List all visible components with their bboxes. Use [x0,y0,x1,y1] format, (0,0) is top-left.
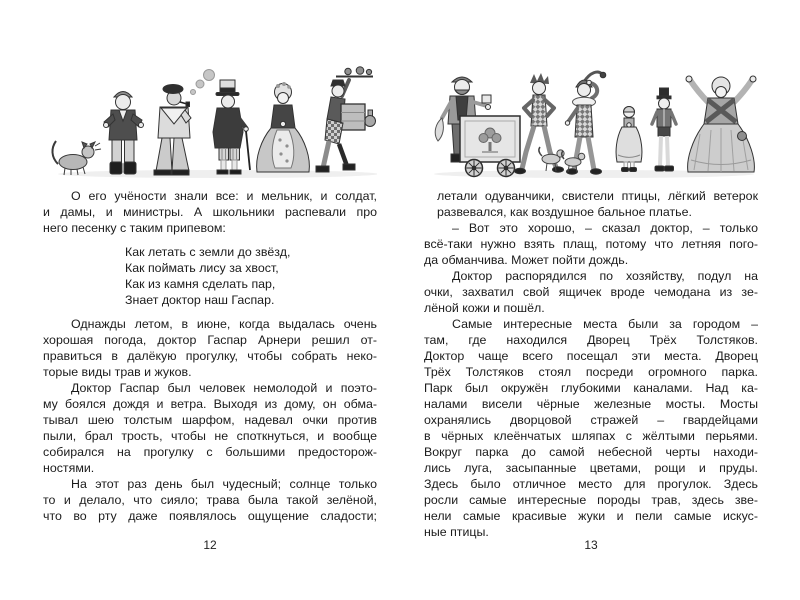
text-column-right [424,188,758,540]
sailor-figure [154,70,215,176]
street-characters-drawing [424,40,758,180]
illustration-page-13 [424,40,758,180]
text-line: На этот раз день был чудесный; солнце только [71,477,377,491]
text-line: Доктор Гаспар был человек немолодой и поэто- [71,381,377,395]
text-column-left [43,188,377,524]
text-line: О его учёности знали все: и мельник, и солдат, [71,189,377,203]
cat-figure [52,141,101,175]
ice-cream-cart [460,116,520,177]
text-line: Как из камня сделать пар, [125,277,276,291]
text-line: нели самые красивые жуки и пели самые искус- [424,509,758,523]
text-line: тывал шею толстым шарфом, надевал очки против [43,413,377,427]
page-number: 13 [584,538,598,552]
text-line: хорошая погода, доктор Гаспар Арнери решил от- [43,333,377,347]
text-line: му боялся дождя и ветра. Выходя из дому, он обма- [43,397,377,411]
paragraph [43,188,377,236]
text-line: Здесь было отличное место для прогулок. Здесь [424,477,758,491]
miller-figure [104,92,144,175]
text-line: летали одуванчики, свистели птицы, лёгкий ветерок [437,189,758,203]
text-line: ностями. [43,461,95,475]
text-line: правиться в далёкую прогулку, чтобы собрать неко- [43,349,377,363]
text-line: Как летать с земли до звёзд, [125,245,291,259]
text-line: лёной кожи и пошёл. [424,301,545,315]
text-line: всё-таки нужно взять плащ, потому что летняя пого- [424,237,758,251]
cart-wheel [498,160,515,177]
paragraph [43,316,377,380]
text-line: то и делало, что сияло; трава была такой зелёной, [43,493,377,507]
cart-wheel [466,160,483,177]
paragraph [424,220,758,268]
text-line: торые виды трав и жуков. [43,365,192,379]
text-line: налами висели чёрные железные мосты. Мосты [424,397,758,411]
text-line: пыли, брал трость, чтобы не споткнуться, и вообще [43,429,377,443]
gentleman-figure [213,80,250,174]
text-line: Самые интересные места были за городом – [452,317,758,331]
text-line: Знает доктор наш Гаспар. [125,293,275,307]
text-line: там, где находился Дворец Трёх Толстяков. [424,333,758,347]
text-line: росли самые интересные породы трав, здесь зве- [424,493,758,507]
text-line: охранялись дворцовой стражей – гвардейцами [424,413,758,427]
girl-figure [616,107,642,172]
text-line: – Вот это хорошо, – сказал доктор, – только [452,221,758,235]
paragraph [43,476,377,524]
porter-figure [316,67,376,172]
text-line: Вокруг парка до самой небесной черты находи- [424,445,758,459]
text-line: него песенку с таким припевом: [43,221,226,235]
boy-figure [652,88,676,171]
page-12 [43,40,377,565]
page-13 [424,40,758,565]
poem [125,244,377,308]
text-line: в чёрных клеёнчатых шляпах с жёлтыми перьями. [424,429,758,443]
text-line: Трёх Толстяков стоял посреди огромного парка. [424,365,758,379]
text-line: что во рту даже появлялось ощущение сладости; [43,509,377,523]
paragraph [424,268,758,316]
stout-woman-figure [686,76,756,172]
stout-lady-figure [257,82,310,172]
text-line: и дамы, и министры. А школьники распевали про [43,205,377,219]
paragraph [43,380,377,476]
birds-on-tray [345,67,372,75]
paragraph [437,188,758,220]
text-line: да обманчива. Может пойти дождь. [424,253,629,267]
text-line: Как поймать лису за хвост, [125,261,279,275]
text-line: Однажды летом, в июне, когда выдалась очень [71,317,377,331]
text-line: очки, захватил свой ящичек вроде чемодана из зе- [424,285,758,299]
townsfolk-group-drawing [43,40,377,180]
illustration-page-12 [43,40,377,180]
text-line: развевался, как воздушное бальное платье. [437,205,692,219]
text-line: Доктор чаще всего посещал эти места. Дворец [424,349,758,363]
jug [365,110,376,127]
text-line: собирался на прогулку с большими предосторож- [43,445,377,459]
text-line: Доктор распорядился по хозяйству, подул на [452,269,758,283]
page-number: 12 [203,538,217,552]
text-line: Парк был окружён глубокими каналами. Над ка- [424,381,758,395]
text-line: лись луга, засыпанные цветами, рощи и пруды. [424,461,758,475]
text-line: ные птицы. [424,525,489,539]
paragraph [424,316,758,540]
